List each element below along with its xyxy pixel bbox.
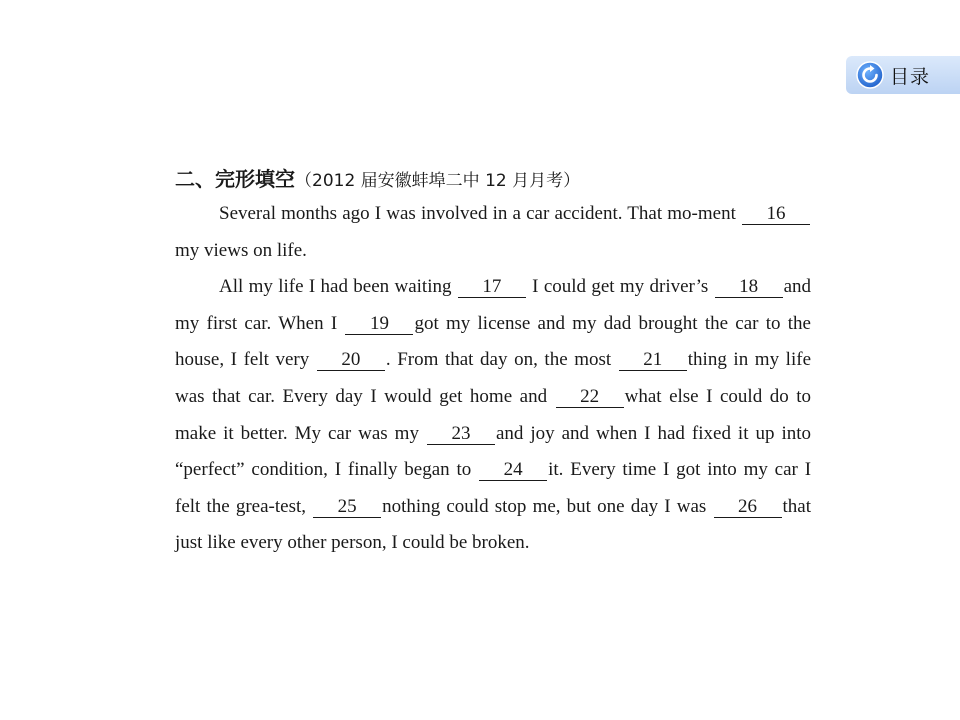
section-title: 二、完形填空 [175,167,295,191]
passage-text: All my life I had been waiting [219,276,452,298]
cloze-passage [175,196,811,562]
passage-text: . From that day on, the most [385,349,612,371]
passage-text: Several months ago I was involved in a car accident. That mo-ment [219,203,736,224]
blank-22[interactable]: 22 [556,386,624,408]
passage-text: and joy and when I had fixed it up into “perfect” condition, I finally began to [175,422,811,481]
passage-text: thing in my life was that car. Every day I would get home and [175,349,811,407]
toc-label: 目录 [890,65,931,88]
blank-18[interactable]: 18 [715,276,783,298]
paragraph-1 [175,196,811,269]
blank-26[interactable]: 26 [714,496,782,518]
blank-20[interactable]: 20 [317,349,385,371]
blank-21[interactable]: 21 [619,349,687,371]
passage-text: what else I could do to make it better. My car was my [175,385,812,444]
blank-25[interactable]: 25 [313,496,381,518]
passage-text: and my first car. When I [175,276,812,334]
passage-text: I could get my driver’s [532,276,709,298]
passage-text: that just like every other person, I could be broken. [175,495,811,554]
passage-text: it. Every time I got into my car I felt the grea-test, [175,459,812,517]
blank-17[interactable]: 17 [458,276,526,298]
passage-text: got my license and my dad brought the car to the house, I felt very [175,312,811,371]
blank-23[interactable]: 23 [427,423,495,445]
passage-text: my views on life. [175,239,307,261]
section-heading [175,163,815,193]
refresh-circle-icon [856,61,884,89]
section-source: （2012 届安徽蚌埠二中 12 月月考） [295,171,581,191]
blank-16[interactable]: 16 [742,203,810,225]
blank-24[interactable]: 24 [479,459,547,481]
passage-text: nothing could stop me, but one day I was [382,495,707,517]
blank-19[interactable]: 19 [345,313,413,335]
table-of-contents-button[interactable] [846,56,960,94]
paragraph-2 [175,269,811,562]
